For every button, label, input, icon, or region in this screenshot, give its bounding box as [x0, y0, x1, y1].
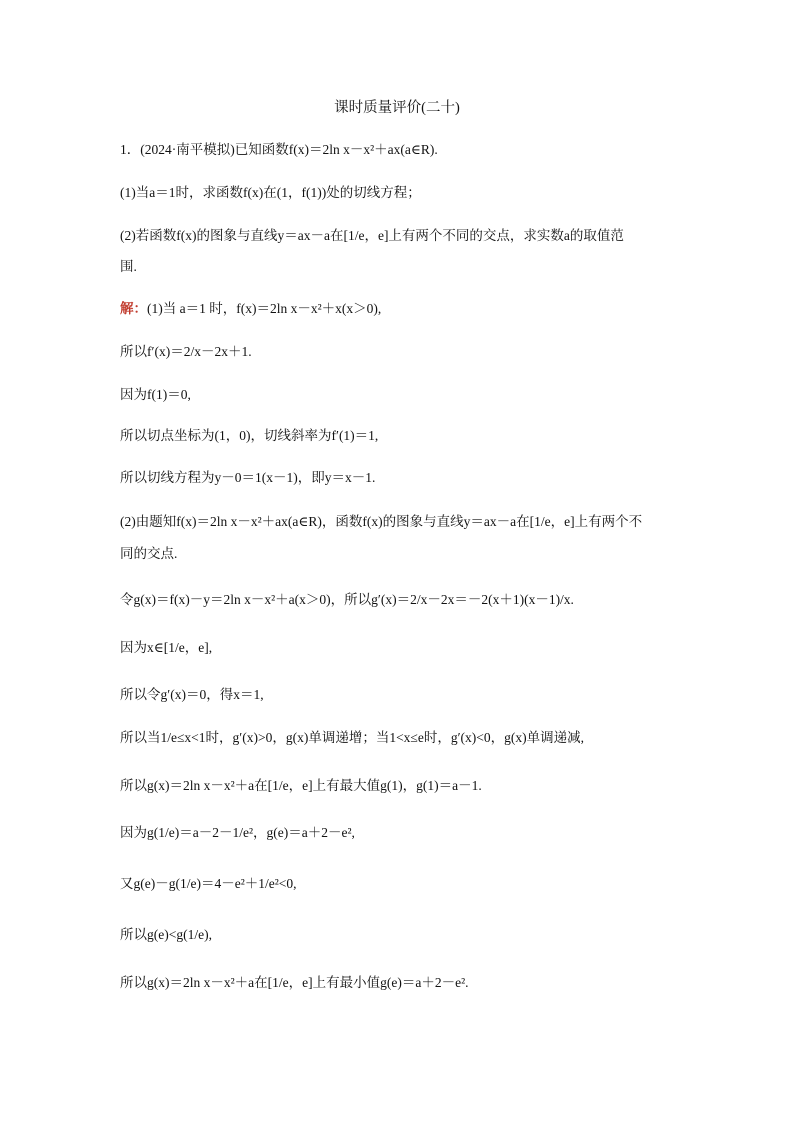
solution-line: 所以g(x)＝2ln x－x²＋a在[1/e，e]上有最小值g(e)＝a＋2－e². [120, 975, 469, 990]
question-stem: 1．(2024·南平模拟)已知函数f(x)＝2ln x－x²＋ax(a∈R). [120, 142, 438, 157]
solution-text: (1)当 a＝1 时，f(x)＝2ln x－x²＋x(x＞0), [147, 301, 382, 316]
solution-label: 解： [120, 301, 147, 316]
question-part-1: (1)当a＝1时，求函数f(x)在(1，f(1))处的切线方程； [120, 185, 421, 200]
solution-line: 因为f(1)＝0, [120, 387, 191, 402]
solution-line: 所以g(e)<g(1/e), [120, 927, 212, 942]
page-title: 课时质量评价(二十) [334, 100, 460, 116]
solution-line: 同的交点. [120, 546, 178, 561]
solution-line: 令g(x)＝f(x)－y＝2ln x－x²＋a(x＞0)，所以g′(x)＝2/x－2x＝－2(x＋1)(x－1)/x. [120, 592, 574, 607]
solution-line: (2)由题知f(x)＝2ln x－x²＋ax(a∈R)，函数f(x)的图象与直线y＝ax－a在[1/e，e]上有两个不 [120, 514, 643, 529]
solution-line: 所以令g′(x)＝0，得x＝1, [120, 687, 264, 702]
solution-line: 因为x∈[1/e，e], [120, 640, 213, 655]
solution-line: 所以切点坐标为(1，0)，切线斜率为f′(1)＝1, [120, 428, 379, 443]
solution-line: 所以g(x)＝2ln x－x²＋a在[1/e，e]上有最大值g(1)，g(1)＝a－1. [120, 778, 482, 793]
solution-line: 所以当1/e≤x<1时，g′(x)>0，g(x)单调递增；当1<x≤e时，g′(x)<0，g(x)单调递减, [120, 730, 585, 745]
solution-line: 所以切线方程为y－0＝1(x－1)，即y＝x－1. [120, 470, 376, 485]
solution-line: 因为g(1/e)＝a－2－1/e²，g(e)＝a＋2－e², [120, 825, 355, 840]
question-part-2-cont: 围. [120, 259, 137, 274]
solution-line: 又g(e)－g(1/e)＝4－e²＋1/e²<0, [120, 876, 297, 891]
solution-line: 所以f′(x)＝2/x－2x＋1. [120, 344, 252, 359]
question-part-2: (2)若函数f(x)的图象与直线y＝ax－a在[1/e，e]上有两个不同的交点，求实数a的取值范 [120, 228, 624, 243]
solution-line [120, 297, 381, 317]
